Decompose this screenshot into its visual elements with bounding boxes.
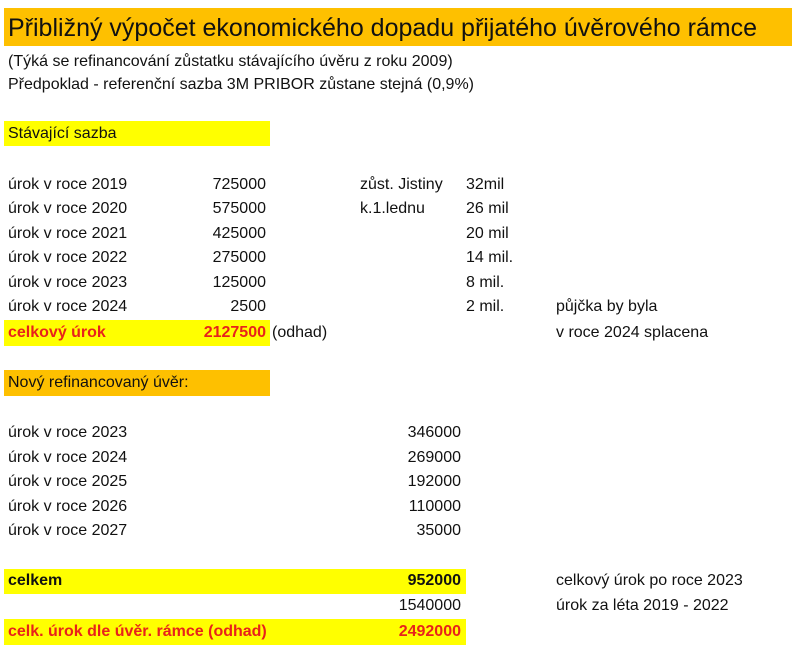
current-row-note-b: 14 mil. — [466, 249, 514, 266]
current-total-label: celkový úrok — [8, 324, 106, 341]
current-row-note-b: 2 mil. — [466, 298, 505, 315]
current-row-note-a: k.1.lednu — [360, 200, 425, 217]
current-row-note-b: 8 mil. — [466, 274, 505, 291]
grand-total-value: 2492000 — [398, 623, 461, 640]
refinanced-total-side-note: celkový úrok po roce 2023 — [556, 572, 743, 589]
current-row-value: 575000 — [212, 200, 266, 217]
refinanced-total-label: celkem — [8, 572, 63, 589]
refinanced-row-value: 269000 — [407, 449, 461, 466]
refinanced-row-label: úrok v roce 2024 — [8, 449, 128, 466]
refinanced-row-label: úrok v roce 2026 — [8, 498, 128, 515]
current-row-label: úrok v roce 2024 — [8, 298, 128, 315]
grand-total-label: celk. úrok dle úvěr. rámce (odhad) — [8, 623, 267, 640]
refinanced-row-value: 35000 — [416, 522, 461, 539]
refinanced-total-value: 952000 — [407, 572, 461, 589]
current-row-label: úrok v roce 2021 — [8, 225, 128, 242]
current-row-label: úrok v roce 2019 — [8, 176, 128, 193]
refinanced-row-value: 110000 — [408, 498, 461, 515]
prior-interest-side-note: úrok za léta 2019 - 2022 — [556, 597, 729, 614]
current-row-note-b: 20 mil — [466, 225, 509, 242]
current-row-value: 425000 — [212, 225, 266, 242]
current-rate-header: Stávající sazba — [8, 125, 117, 142]
current-row-note-b: 26 mil — [466, 200, 509, 217]
refinanced-row-value: 346000 — [407, 424, 461, 441]
current-row-value: 2500 — [230, 298, 266, 315]
refinanced-row-label: úrok v roce 2025 — [8, 473, 128, 490]
assumption-note: Předpoklad - referenční sazba 3M PRIBOR zůstane stejná (0,9%) — [8, 76, 474, 93]
current-row-label: úrok v roce 2020 — [8, 200, 128, 217]
scope-note: (Týká se refinancování zůstatku stávajícího úvěru z roku 2009) — [8, 53, 453, 70]
current-row-note-a: zůst. Jistiny — [360, 176, 443, 193]
current-row-value: 125000 — [212, 274, 266, 291]
current-row-value: 275000 — [212, 249, 266, 266]
current-row-note-b: 32mil — [466, 176, 505, 193]
current-row-label: úrok v roce 2023 — [8, 274, 128, 291]
refinanced-row-label: úrok v roce 2027 — [8, 522, 128, 539]
current-total-value: 2127500 — [203, 324, 266, 341]
refinanced-row-label: úrok v roce 2023 — [8, 424, 128, 441]
current-row-value: 725000 — [212, 176, 266, 193]
prior-interest-value: 1540000 — [398, 597, 461, 614]
current-total-note: (odhad) — [272, 324, 328, 341]
refinanced-row-value: 192000 — [407, 473, 461, 490]
current-row-label: úrok v roce 2022 — [8, 249, 128, 266]
current-total-side-note: v roce 2024 splacena — [556, 324, 709, 341]
refinanced-header: Nový refinancovaný úvěr: — [8, 374, 189, 391]
current-row-note-c: půjčka by byla — [556, 298, 658, 315]
page-title: Přibližný výpočet ekonomického dopadu přijatého úvěrového rámce — [8, 14, 758, 42]
